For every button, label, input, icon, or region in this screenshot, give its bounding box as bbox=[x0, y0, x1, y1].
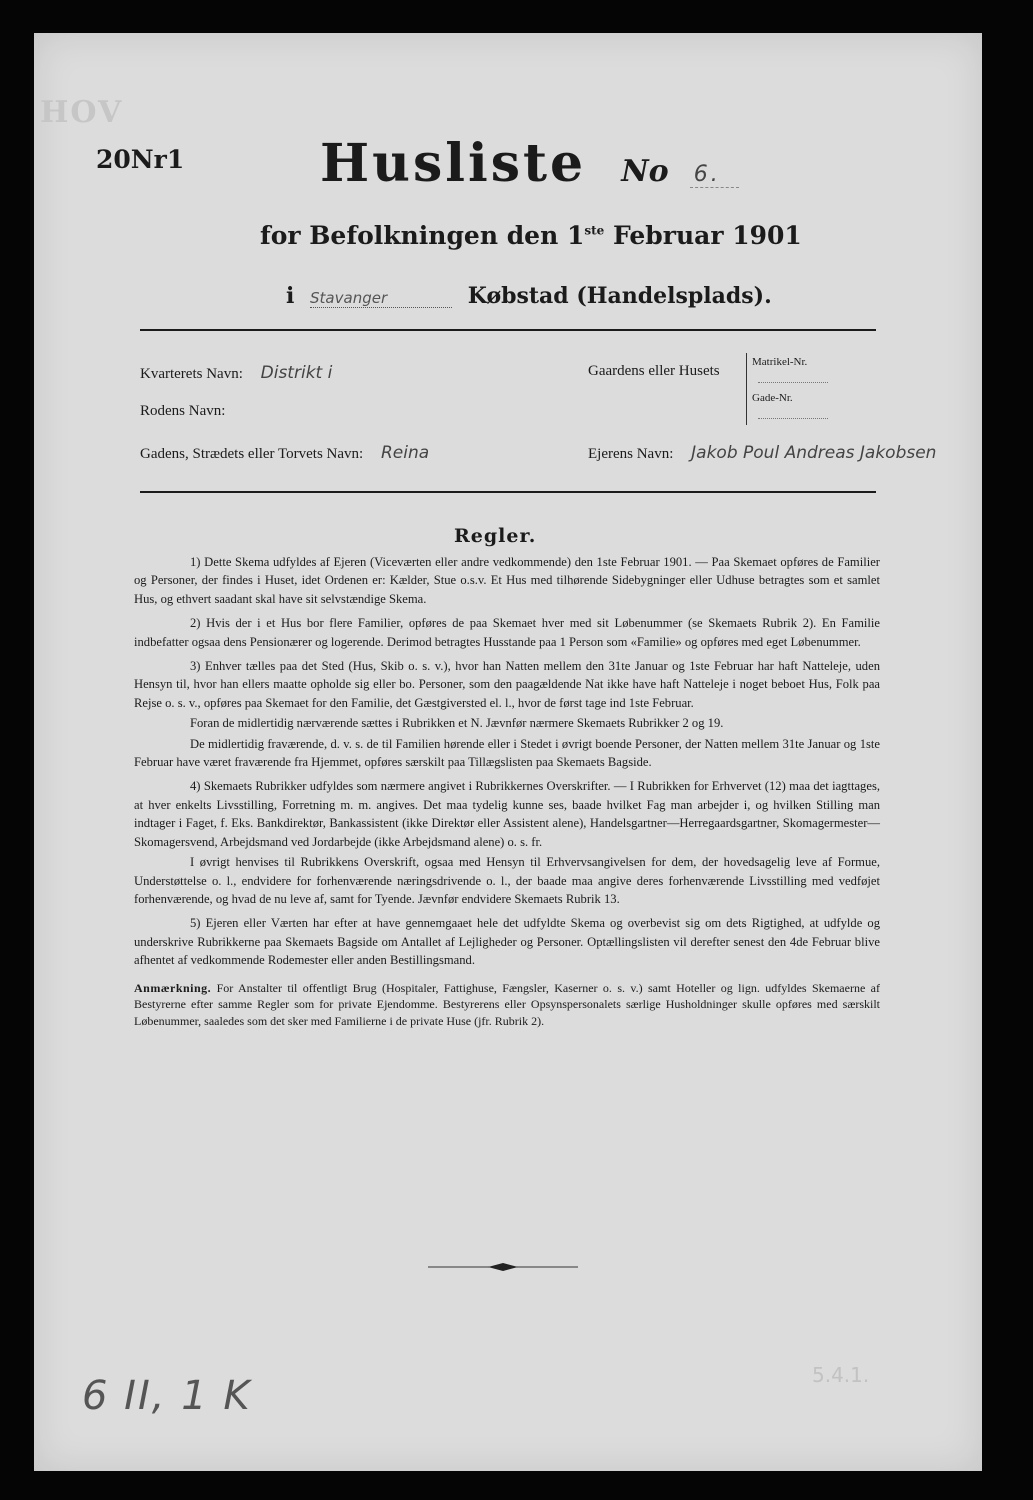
rule-3c: De midlertidig fraværende, d. v. s. de til Familien hørende eller i Stedet i øvrigt boende Personer, der Natten mellem 31te Januar og 1ste Februar have været fraværende fra Hjemmet, opføres særskilt paa Tillægslisten paa Skemaets Bagside. bbox=[134, 736, 880, 770]
archive-stamp: 6 II, 1 K bbox=[82, 1373, 252, 1419]
rule-4: 4) Skemaets Rubrikker udfyldes som nærmere angivet i Rubrikkernes Overskrifter. — I Rubrikken for Erhvervet (12) maa det iagttages, at hver enkelts Livsstilling, Forretning m. m. angives. Det maa tydelig kunne ses, baade hvilket Fag man arbejder i, og hvilken Stilling man indtager i Faget, f. Eks. Bankdirektør, Bankassistent (ikke Direktør eller Assistent alene), Handelsgartner—Herregaardsgartner, Skomagermester—Skomagersvend, Arbejdsmand ved Jordarbejde (ikke Arbejdsmand alene) o. s. fr. bbox=[134, 779, 880, 849]
form-number: 20Nr1 bbox=[96, 145, 185, 174]
gaard-field bbox=[588, 363, 720, 380]
ejer-field bbox=[588, 443, 936, 463]
page-title bbox=[320, 133, 739, 194]
matrikel-gade-box bbox=[746, 353, 828, 425]
rule-3b: Foran de midlertidig nærværende sættes i Rubrikken et N. Jævnfør nærmere Skemaets Rubrikker 2 og 19. bbox=[190, 716, 724, 731]
gaard-label: Gaardens eller Husets bbox=[588, 363, 720, 379]
title-number-label: No bbox=[621, 154, 669, 189]
place-prefix: i bbox=[286, 283, 295, 309]
gaden-value: Reina bbox=[380, 443, 430, 463]
place-handwritten: Stavanger bbox=[310, 289, 452, 308]
title-number-value: 6. bbox=[690, 162, 739, 188]
gade-nr-row bbox=[752, 389, 828, 425]
matrikel-label: Matrikel-Nr. bbox=[752, 356, 808, 368]
rule-5: 5) Ejeren eller Værten har efter at have gennemgaaet hele det udfyldte Skema og overbevist sig om dets Rigtighed, at udfylde og underskrive Rubrikkerne paa Skemaets Bagside om Antallet af Lejligheder og Personer. Optællingslisten vil derefter senest den 4de Februar blive afhentet af vedkommende Rodemester eller anden Bestillingsmand. bbox=[134, 916, 880, 968]
document-page bbox=[34, 33, 982, 1471]
gaden-label: Gadens, Strædets eller Torvets Navn: bbox=[140, 446, 364, 462]
kvarter-field bbox=[140, 363, 332, 383]
rule-3: 3) Enhver tælles paa det Sted (Hus, Skib o. s. v.), hvor han Natten mellem den 31te Januar og 1ste Februar har haft Natteleje, uden Hensyn til, hvor han ellers maatte opholde sig eller bo. Personer, som den paagældende Nat ikke have haft Natteleje i noget beboet Hus, Folk paa Rejse o. s. v., opføres paa Skemaet for den Familie, det Gæstgiversted el. l., hvor de først tage ind 1ste Februar. bbox=[134, 659, 880, 710]
rule-2: 2) Hvis der i et Hus bor flere Familier, opføres de paa Skemaet hver med sit Løbenummer (se Skemaets Rubrik 2). En Familie indbefatter ogsaa dens Pensionærer og logerende. Derimod betragtes Husstande paa 1 Person som «Familie» og opføres med eget Løbenummer. bbox=[134, 616, 880, 649]
kvarter-label: Kvarterets Navn: bbox=[140, 366, 243, 382]
ejer-label: Ejerens Navn: bbox=[588, 446, 674, 462]
kvarter-value: Distrikt i bbox=[260, 363, 333, 383]
roden-field bbox=[140, 403, 225, 420]
rule-1: 1) Dette Skema udfyldes af Ejeren (Viceværten eller andre vedkommende) den 1ste Februar 1901. — Paa Skemaet opføres de Familier og Personer, der findes i Huset, idet Ordenen er: Kælder, Stue o.s.v. Et Hus med tilhørende Sidebygninger eller Udhuse betragtes som et samlet Hus, og ethvert saadant skal have sit selvstændige Skema. bbox=[134, 555, 880, 606]
bleed-through-text: HOV bbox=[40, 95, 124, 130]
ejer-value: Jakob Poul Andreas Jakobsen bbox=[691, 443, 937, 463]
title-text: Husliste bbox=[320, 133, 587, 194]
roden-label: Rodens Navn: bbox=[140, 403, 226, 419]
matrikel-row bbox=[752, 353, 828, 389]
rules-heading: Regler. bbox=[454, 525, 537, 547]
subtitle-post: Februar 1901 bbox=[604, 221, 802, 250]
annotation-note bbox=[134, 980, 880, 1030]
ornament-divider bbox=[428, 1260, 578, 1274]
subtitle-pre: for Befolkningen den 1 bbox=[260, 221, 585, 250]
rules-body bbox=[134, 553, 880, 1035]
rule-4b: I øvrigt henvises til Rubrikkens Overskrift, ogsaa med Hensyn til Erhvervsangivelsen for dem, der hovedsagelig leve af Formue, Understøttelse o. l., endvidere for forhenværende næringsdrivende o. l., der baade maa angive deres forhenværende Livsstilling med vedføjet forhenværende, og hvad de nu leve af, samt for Tyende. Jævnfør endvidere Skemaets Rubrik 13. bbox=[134, 855, 880, 906]
note-lead: Anmærkning. bbox=[134, 980, 212, 995]
place-suffix: Købstad (Handelsplads). bbox=[467, 283, 772, 309]
place-line bbox=[286, 283, 772, 309]
gaden-field bbox=[140, 443, 429, 463]
note-text: For Anstalter til offentligt Brug (Hospitaler, Fattighuse, Fængsler, Kaserner o. s. v.) samt Hoteller og lign. udfyldes Skemaerne af Bestyrerne efter samme Regler som for private Ejendomme. Bestyrerens eller Opsynspersonalets særlige Husholdninger skulle opføres med særskilt Løbenummer, saaledes som det sker med Familierne i de private Huse (jfr. Rubrik 2). bbox=[134, 980, 880, 1028]
gade-nr-label: Gade-Nr. bbox=[752, 392, 793, 404]
subtitle-sup: ste bbox=[584, 223, 605, 238]
top-divider bbox=[140, 329, 876, 331]
bottom-divider bbox=[140, 491, 876, 493]
subtitle bbox=[260, 221, 802, 250]
faint-mark: 5.4.1. bbox=[812, 1363, 870, 1387]
